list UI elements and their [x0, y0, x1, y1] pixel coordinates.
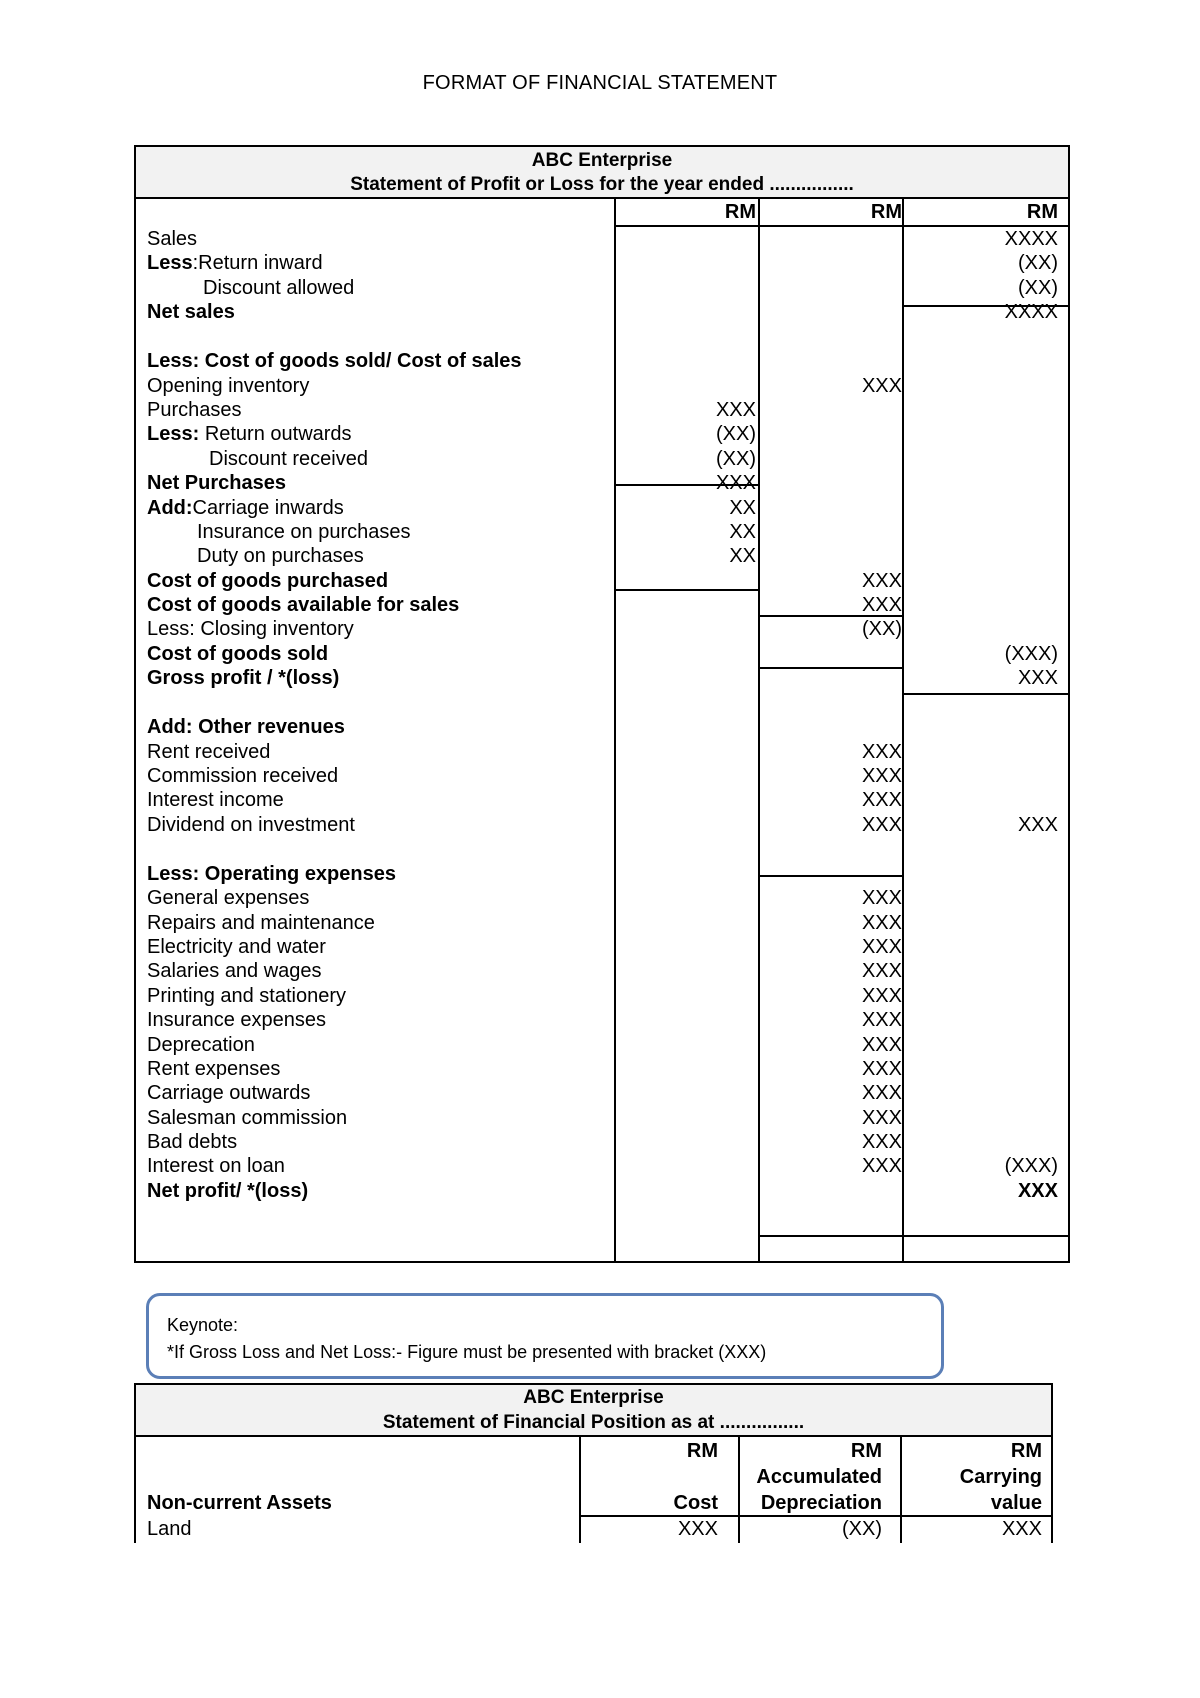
- row-label: [147, 348, 522, 374]
- row-label: [147, 592, 459, 618]
- column-divider: [738, 1437, 740, 1543]
- amount-c3: (XX): [1018, 276, 1058, 299]
- column-divider: [900, 1437, 902, 1543]
- row-label: [147, 397, 242, 423]
- row-label: [147, 885, 309, 911]
- cost-heading: Cost: [673, 1492, 718, 1514]
- row-prefix: Add:: [147, 496, 193, 519]
- company-name: ABC Enterprise: [523, 1387, 664, 1408]
- row-label-text: Repairs and maintenance: [147, 911, 375, 934]
- row-label: [147, 373, 309, 399]
- amount-c2: XXX: [861, 1106, 902, 1129]
- profit-loss-header: [136, 147, 1068, 199]
- amount-c1: (XX): [716, 447, 756, 470]
- row-label: [147, 1105, 347, 1131]
- row-label: [147, 1007, 326, 1033]
- amount-c2: XXX: [861, 936, 902, 959]
- row-label-text: Commission received: [147, 765, 339, 787]
- row-label: [147, 934, 326, 960]
- amount-c2: XXX: [861, 984, 902, 1007]
- amount-c1: XX: [729, 545, 756, 568]
- amount-c2: XXX: [861, 593, 902, 616]
- amount-c3: XXX: [1017, 1179, 1058, 1202]
- row-label-text: Cost of goods sold: [147, 642, 329, 665]
- row-label-text: Printing and stationery: [147, 984, 347, 1007]
- amount-c2: XXX: [861, 740, 902, 763]
- amount-c2: XXX: [861, 1155, 902, 1178]
- row-label-text: Discount allowed: [203, 276, 355, 299]
- amount-c2: XXX: [861, 1082, 902, 1105]
- amount-c2: XXX: [861, 1130, 902, 1153]
- row-label: [147, 1153, 285, 1179]
- column-header-rm-1: RM: [724, 201, 756, 223]
- row-label: [147, 495, 344, 521]
- column-divider: [579, 1437, 581, 1543]
- column-divider: [758, 199, 760, 1263]
- row-label-text: Duty on purchases: [197, 545, 364, 568]
- amount-c2: XXX: [861, 765, 902, 787]
- row-label: [147, 543, 364, 569]
- row-label: [147, 714, 345, 740]
- amount-c3: XXXX: [1004, 301, 1058, 323]
- row-label-text: Bad debts: [147, 1130, 238, 1153]
- row-label-text: Carriage outwards: [147, 1082, 311, 1105]
- amount-c2: XXX: [861, 569, 902, 592]
- row-label: [147, 226, 197, 252]
- amount-c2: (XX): [862, 618, 902, 641]
- statement-subtitle: Statement of Profit or Loss for the year ended ................: [350, 174, 854, 195]
- row-label-text: Add: Other revenues: [147, 716, 345, 739]
- row-label: [147, 519, 410, 545]
- amount-c3: XXX: [1017, 666, 1058, 689]
- row-label: [147, 910, 375, 936]
- asset-depreciation-value: (XX): [842, 1518, 882, 1540]
- row-label-text: Less: Operating expenses: [147, 863, 396, 885]
- row-label-text: Gross profit / *(loss): [147, 666, 340, 689]
- row-label: [147, 275, 354, 301]
- column-divider: [902, 199, 904, 1263]
- keynote-text: *If Gross Loss and Net Loss:- Figure must be presented with bracket (XXX): [167, 1342, 767, 1362]
- row-label: [147, 421, 352, 447]
- carrying-heading: Carrying: [959, 1466, 1042, 1488]
- amount-c1: XX: [729, 496, 756, 519]
- amount-c2: XXX: [861, 374, 902, 397]
- row-label-text: Net sales: [147, 301, 235, 323]
- column-header-rm-2: RM: [870, 201, 902, 223]
- asset-cost-value: XXX: [677, 1518, 718, 1540]
- keynote-box: [146, 1293, 944, 1379]
- value-heading: value: [990, 1492, 1042, 1514]
- row-label: [147, 1178, 308, 1204]
- row-label-text: Net Purchases: [147, 472, 286, 495]
- row-label-text: Deprecation: [147, 1033, 255, 1056]
- subtotal-rule: [614, 589, 758, 591]
- row-label-text: Salesman commission: [147, 1106, 348, 1129]
- row-label-text: Opening inventory: [147, 374, 310, 397]
- statement-subtitle: Statement of Financial Position as at ................: [382, 1412, 805, 1433]
- row-prefix: Less:: [147, 423, 200, 446]
- row-label: [147, 299, 235, 325]
- row-label-text: Less: Cost of goods sold/ Cost of sales: [147, 350, 522, 373]
- accumulated-depreciation-unit: RM: [850, 1440, 882, 1462]
- asset-carrying-value: XXX: [1001, 1518, 1042, 1540]
- row-label: [147, 1080, 310, 1106]
- row-label-text: Purchases: [147, 399, 242, 422]
- amount-c1: XXX: [715, 399, 756, 422]
- row-label-text: Cost of goods available for sales: [147, 593, 460, 616]
- row-label-text: Electricity and water: [147, 936, 326, 959]
- row-label: [147, 739, 270, 765]
- keynote-title: Keynote:: [167, 1315, 239, 1335]
- total-rule: [758, 1235, 1070, 1237]
- column-divider: [614, 199, 616, 1263]
- row-label: [147, 641, 328, 667]
- row-label-text: Rent received: [147, 740, 271, 763]
- row-label-text: Interest on loan: [147, 1155, 285, 1178]
- row-label: [147, 250, 323, 276]
- row-label: [147, 1032, 255, 1058]
- amount-c2: XXX: [861, 887, 902, 910]
- asset-row-label: Land: [147, 1518, 192, 1540]
- amount-c1: (XX): [716, 423, 756, 446]
- financial-position-header: [136, 1385, 1051, 1437]
- amount-c1: XX: [729, 520, 756, 543]
- document-title: FORMAT OF FINANCIAL STATEMENT: [422, 72, 778, 94]
- row-label-text: Return outwards: [204, 423, 352, 446]
- row-label-text: Carriage inwards: [192, 496, 344, 519]
- row-label: [147, 812, 355, 838]
- amount-c2: XXX: [861, 789, 902, 812]
- amount-c3: (XX): [1018, 252, 1058, 275]
- row-label: [147, 983, 346, 1009]
- company-name: ABC Enterprise: [531, 150, 673, 171]
- amount-c2: XXX: [861, 813, 902, 836]
- row-label-text: Dividend on investment: [147, 813, 355, 836]
- amount-c1: XXX: [715, 472, 756, 495]
- amount-c3: XXXX: [1004, 228, 1058, 250]
- row-label-text: Return inward: [198, 252, 323, 275]
- subtotal-rule: [758, 875, 902, 877]
- amount-c3: XXX: [1017, 813, 1058, 836]
- amount-c3: (XXX): [1004, 642, 1058, 665]
- amount-c2: XXX: [861, 960, 902, 983]
- row-prefix-separator: :: [192, 252, 199, 275]
- row-label-text: Rent expenses: [147, 1057, 281, 1080]
- depreciation-heading: Depreciation: [760, 1492, 882, 1514]
- section-label: Non-current Assets: [147, 1492, 332, 1514]
- row-label: [147, 568, 388, 594]
- row-label-text: Net profit/ *(loss): [147, 1179, 309, 1202]
- subtotal-rule: [902, 693, 1070, 695]
- row-label: [147, 616, 354, 642]
- row-label-text: Less: Closing inventory: [147, 618, 354, 641]
- row-label-text: Discount received: [209, 447, 368, 470]
- row-label-text: Cost of goods purchased: [147, 569, 389, 592]
- row-label: [147, 1056, 280, 1082]
- row-label: [147, 763, 338, 789]
- row-label: [147, 1129, 237, 1155]
- row-label: [147, 446, 368, 472]
- row-label-text: Interest income: [147, 789, 284, 812]
- row-label: [147, 787, 284, 813]
- row-label-text: Sales: [147, 228, 198, 250]
- amount-c2: XXX: [861, 1009, 902, 1032]
- accumulated-heading: Accumulated: [756, 1466, 882, 1488]
- amount-c3: (XXX): [1004, 1155, 1058, 1178]
- financial-position-statement: [134, 1383, 1053, 1543]
- row-label: [147, 958, 322, 984]
- row-label-text: Insurance on purchases: [197, 520, 411, 543]
- row-prefix: Less: [147, 252, 193, 275]
- row-label-text: Salaries and wages: [147, 960, 322, 983]
- amount-c2: XXX: [861, 1033, 902, 1056]
- profit-loss-statement: [134, 145, 1070, 1263]
- cost-unit: RM: [686, 1440, 718, 1462]
- row-label: [147, 861, 396, 887]
- row-label: [147, 470, 286, 496]
- carrying-value-unit: RM: [1010, 1440, 1042, 1462]
- column-header-rm-3: RM: [1026, 201, 1058, 223]
- row-label: [147, 665, 339, 691]
- row-label-text: General expenses: [147, 887, 310, 910]
- subtotal-rule: [758, 667, 902, 669]
- amount-c2: XXX: [861, 1057, 902, 1080]
- amount-c2: XXX: [861, 911, 902, 934]
- row-label-text: Insurance expenses: [147, 1009, 327, 1032]
